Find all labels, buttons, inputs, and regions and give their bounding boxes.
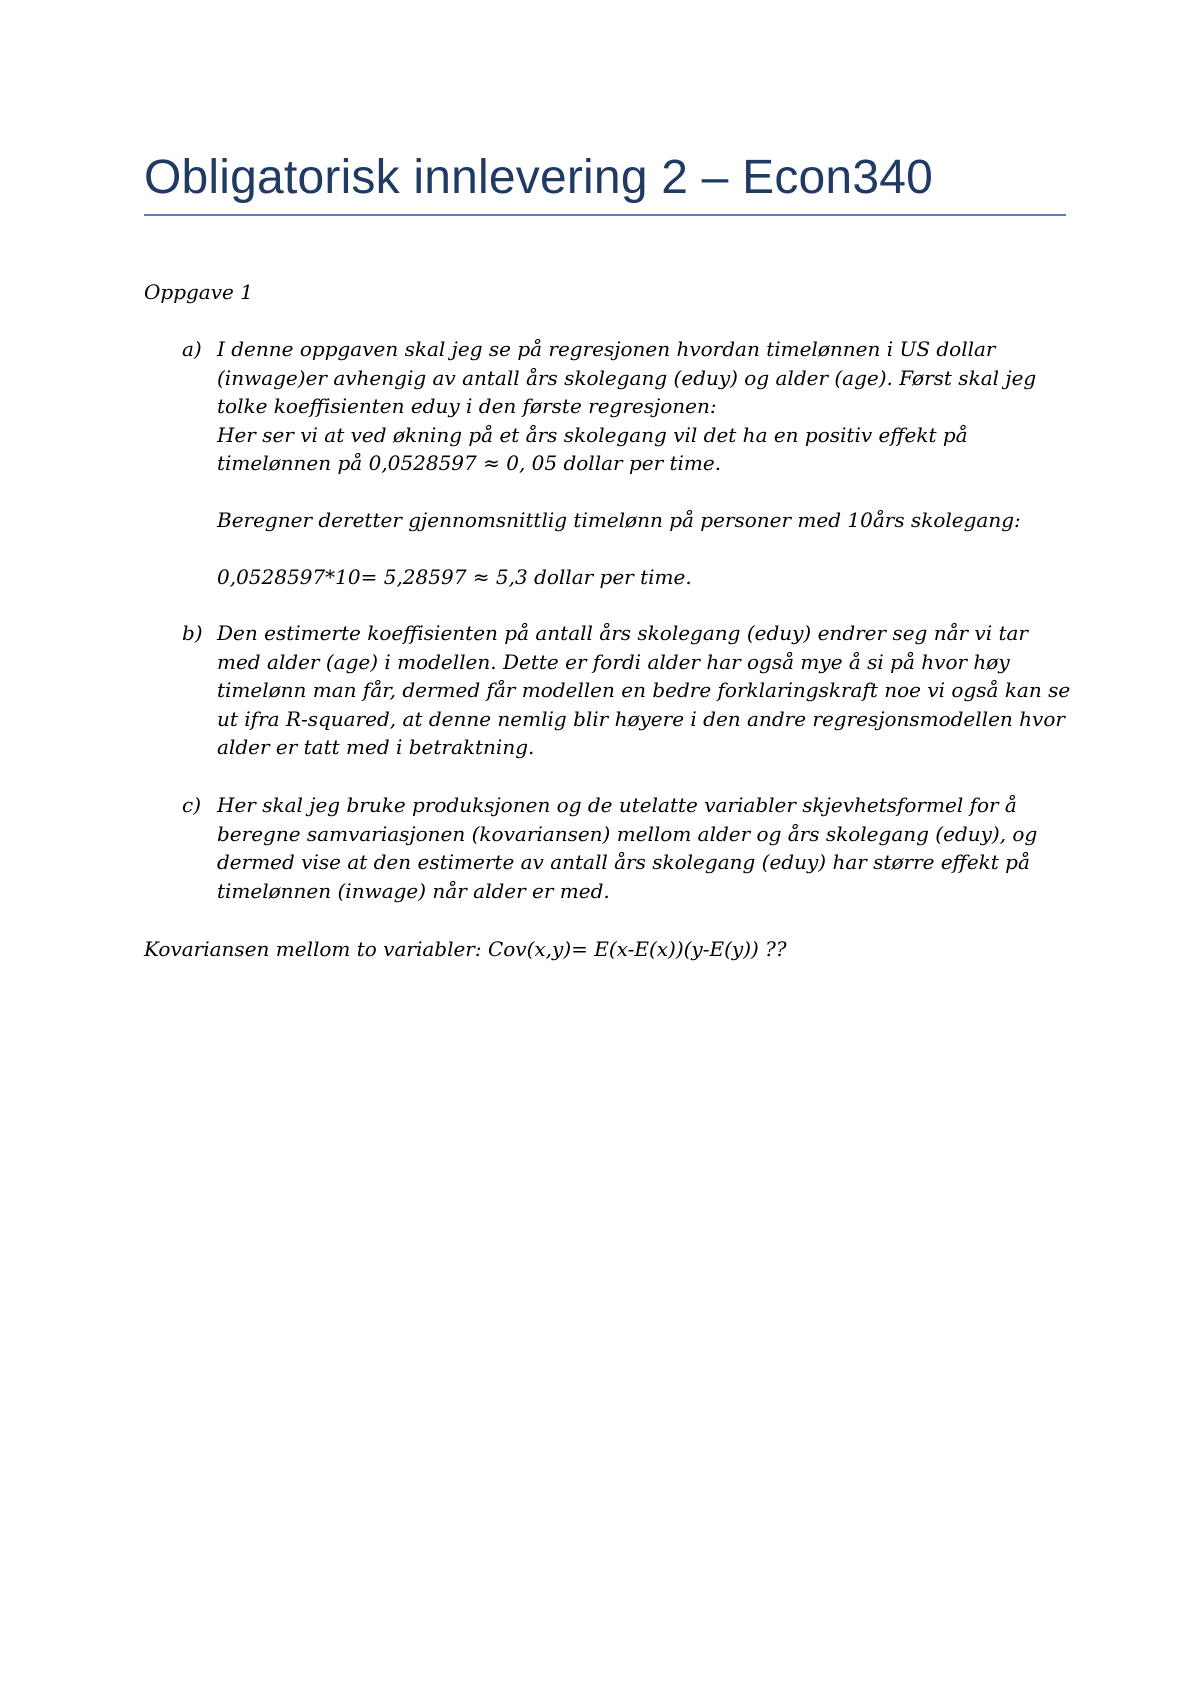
paragraph-line: (inwage)er avhengig av antall års skolegang (eduy) og alder (age). Først skal jeg	[217, 365, 1037, 390]
paragraph-line: timelønnen på 0,0528597 ≈ 0, 05 dollar per time.	[217, 451, 722, 475]
paragraph-line: Beregner deretter gjennomsnittlig timelønn på personer med 10års skolegang:	[217, 508, 1021, 532]
list-marker-a: a)	[182, 337, 202, 361]
blank-line	[217, 478, 1036, 507]
paragraph-line: dermed vise at den estimerte av antall års skolegang (eduy) har større effekt på	[217, 850, 1030, 874]
paragraph-line: I denne oppgaven skal jeg se på regresjonen hvordan timelønnen i US dollar	[217, 337, 996, 361]
paragraph-line: med alder (age) i modellen. Dette er fordi alder har også mye å si på hvor høy	[217, 649, 1010, 674]
paragraph-line: timelønnen (inwage) når alder er med.	[217, 878, 610, 903]
title-underline	[144, 214, 1066, 216]
paragraph-line: Den estimerte koeffisienten på antall års skolegang (eduy) endrer seg når vi tar	[217, 621, 1028, 645]
covariance-formula-line: Kovariansen mellom to variabler: Cov(x,y)= E(x-E(x))(y-E(y)) ??	[144, 937, 787, 961]
paragraph-line: Her ser vi at ved økning på et års skolegang vil det ha en positiv effekt på	[217, 422, 968, 447]
paragraph-line: timelønn man får, dermed får modellen en bedre forklaringskraft noe vi også kan se	[217, 678, 1071, 702]
section-heading: Oppgave 1	[144, 280, 253, 304]
page-title: Obligatorisk innlevering 2 – Econ340	[144, 151, 934, 204]
paragraph-line: alder er tatt med i betraktning.	[217, 735, 535, 759]
paragraph-line: Her skal jeg bruke produksjonen og de utelatte variabler skjevhetsformel for å	[217, 793, 1017, 817]
paragraph-line: ut ifra R-squared, at denne nemlig blir høyere i den andre regresjonsmodellen hvor	[217, 706, 1065, 731]
list-item-b-body	[217, 619, 1070, 762]
blank-line	[217, 535, 1036, 564]
paragraph-line: tolke koeffisienten eduy i den første regresjonen:	[217, 394, 717, 418]
list-item-c-body	[217, 791, 1037, 905]
list-marker-b: b)	[182, 621, 203, 645]
list-item-a-body	[217, 335, 1036, 592]
paragraph-line: beregne samvariasjonen (kovariansen) mellom alder og års skolegang (eduy), og	[217, 821, 1038, 846]
list-marker-c: c)	[182, 793, 202, 817]
calculation-line: 0,0528597*10= 5,28597 ≈ 5,3 dollar per time.	[217, 565, 692, 589]
